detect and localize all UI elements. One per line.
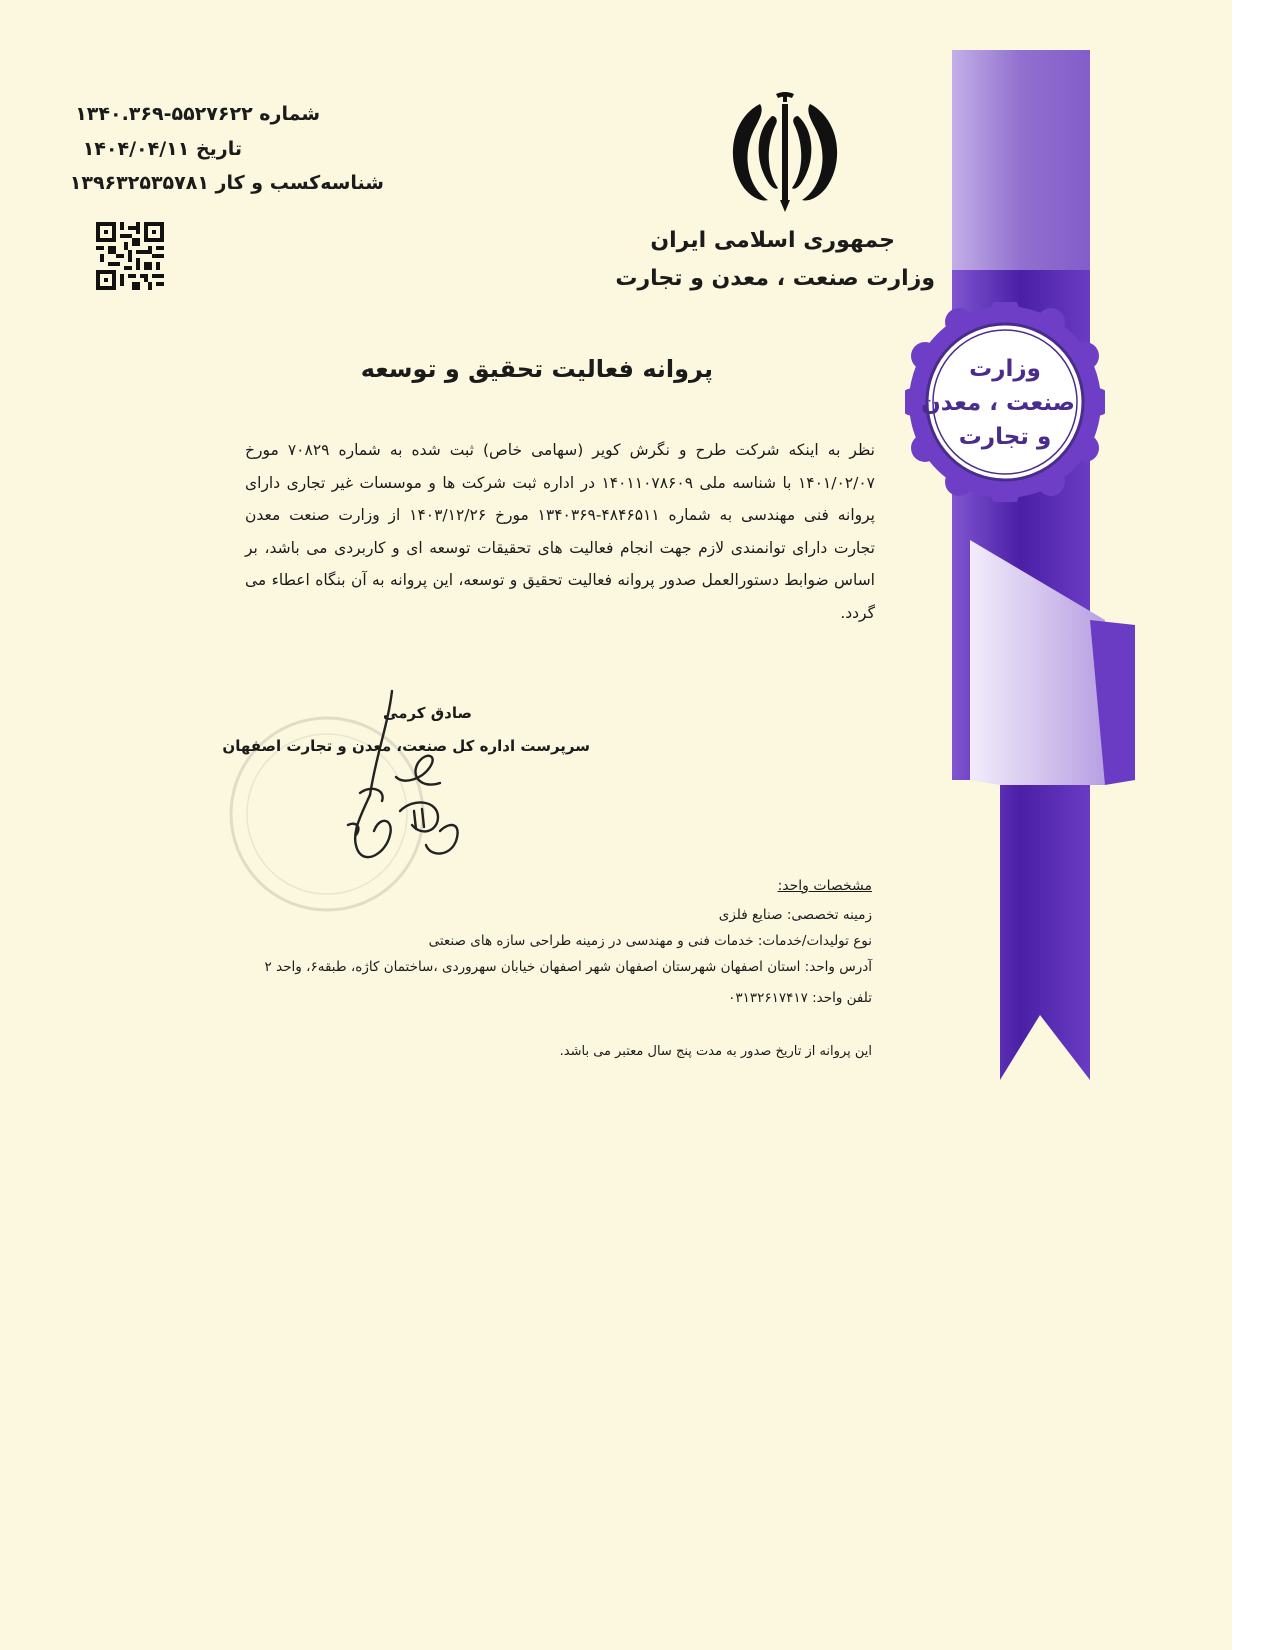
scan-margin [1232, 0, 1275, 1650]
signatory-name: صادق کرمی [383, 704, 472, 722]
handwritten-signature [330, 685, 490, 885]
republic-heading: جمهوری اسلامی ایران [650, 228, 895, 253]
reference-date: تاریخ ۱۴۰۴/۰۴/۱۱ [82, 138, 242, 160]
unit-address: آدرس واحد: استان اصفهان شهرستان اصفهان شهر اصفهان خیابان سهروردی ،ساختمان کاژه، طبقه۶، واحد ۲ [264, 959, 872, 975]
validity-note: این پروانه از تاریخ صدور به مدت پنج سال معتبر می باشد. [559, 1044, 872, 1059]
rosette-line-3: و تجارت [958, 424, 1052, 450]
qr-code-icon [96, 222, 164, 290]
license-body-text: نظر به اینکه شرکت طرح و نگرش کویر (سهامی خاص) ثبت شده به شماره ۷۰۸۲۹ مورخ ۱۴۰۱/۰۲/۰۷ با شناسه ملی ۱۴۰۱۱۰۷۸۶۰۹ در اداره ثبت شرکت ها و موسسات غیر تجاری دارای پروانه فنی مهندسی به شماره ۴۸۴۶۵۱۱-۱۳۴۰۳۶۹ مورخ ۱۴۰۳/۱۲/۲۶ از وزارت صنعت معدن تجارت دارای توانمندی لازم جهت انجام فعالیت های تحقیقات توسعه ای و کاربردی می باشد، بر اساس ضوابط دستورالعمل صدور پروانه فعالیت تحقیق و توسعه، این پروانه به آن بنگاه اعطاء می گردد. [245, 441, 875, 622]
page-title: پروانه فعالیت تحقیق و توسعه [360, 355, 713, 383]
rosette-line-2: صنعت ، معدن [921, 390, 1075, 416]
specialty-field: زمینه تخصصی: صنایع فلزی [718, 907, 872, 923]
ribbon-decoration [900, 40, 1170, 1090]
rosette-line-1: وزارت [969, 356, 1041, 382]
ministry-heading: وزارت صنعت ، معدن و تجارت [615, 266, 935, 291]
unit-phone: تلفن واحد: ۰۳۱۳۲۶۱۷۴۱۷ [728, 990, 872, 1006]
products-services: نوع تولیدات/خدمات: خدمات فنی و مهندسی در زمینه طراحی سازه های صنعتی [428, 933, 872, 949]
business-id: شناسه‌کسب و کار ۱۳۹۶۳۲۵۳۵۷۸۱ [69, 172, 384, 194]
rosette-label [921, 352, 1075, 454]
ribbon-highlight [952, 50, 1090, 270]
iran-emblem-icon [722, 90, 848, 212]
signatory-role: سرپرست اداره کل صنعت، معدن و تجارت اصفهان [222, 737, 590, 755]
unit-specs-heading: مشخصات واحد: [777, 878, 872, 894]
reference-number: شماره ۵۵۲۷۶۲۲-۱۳۴۰.۳۶۹ [75, 103, 320, 125]
